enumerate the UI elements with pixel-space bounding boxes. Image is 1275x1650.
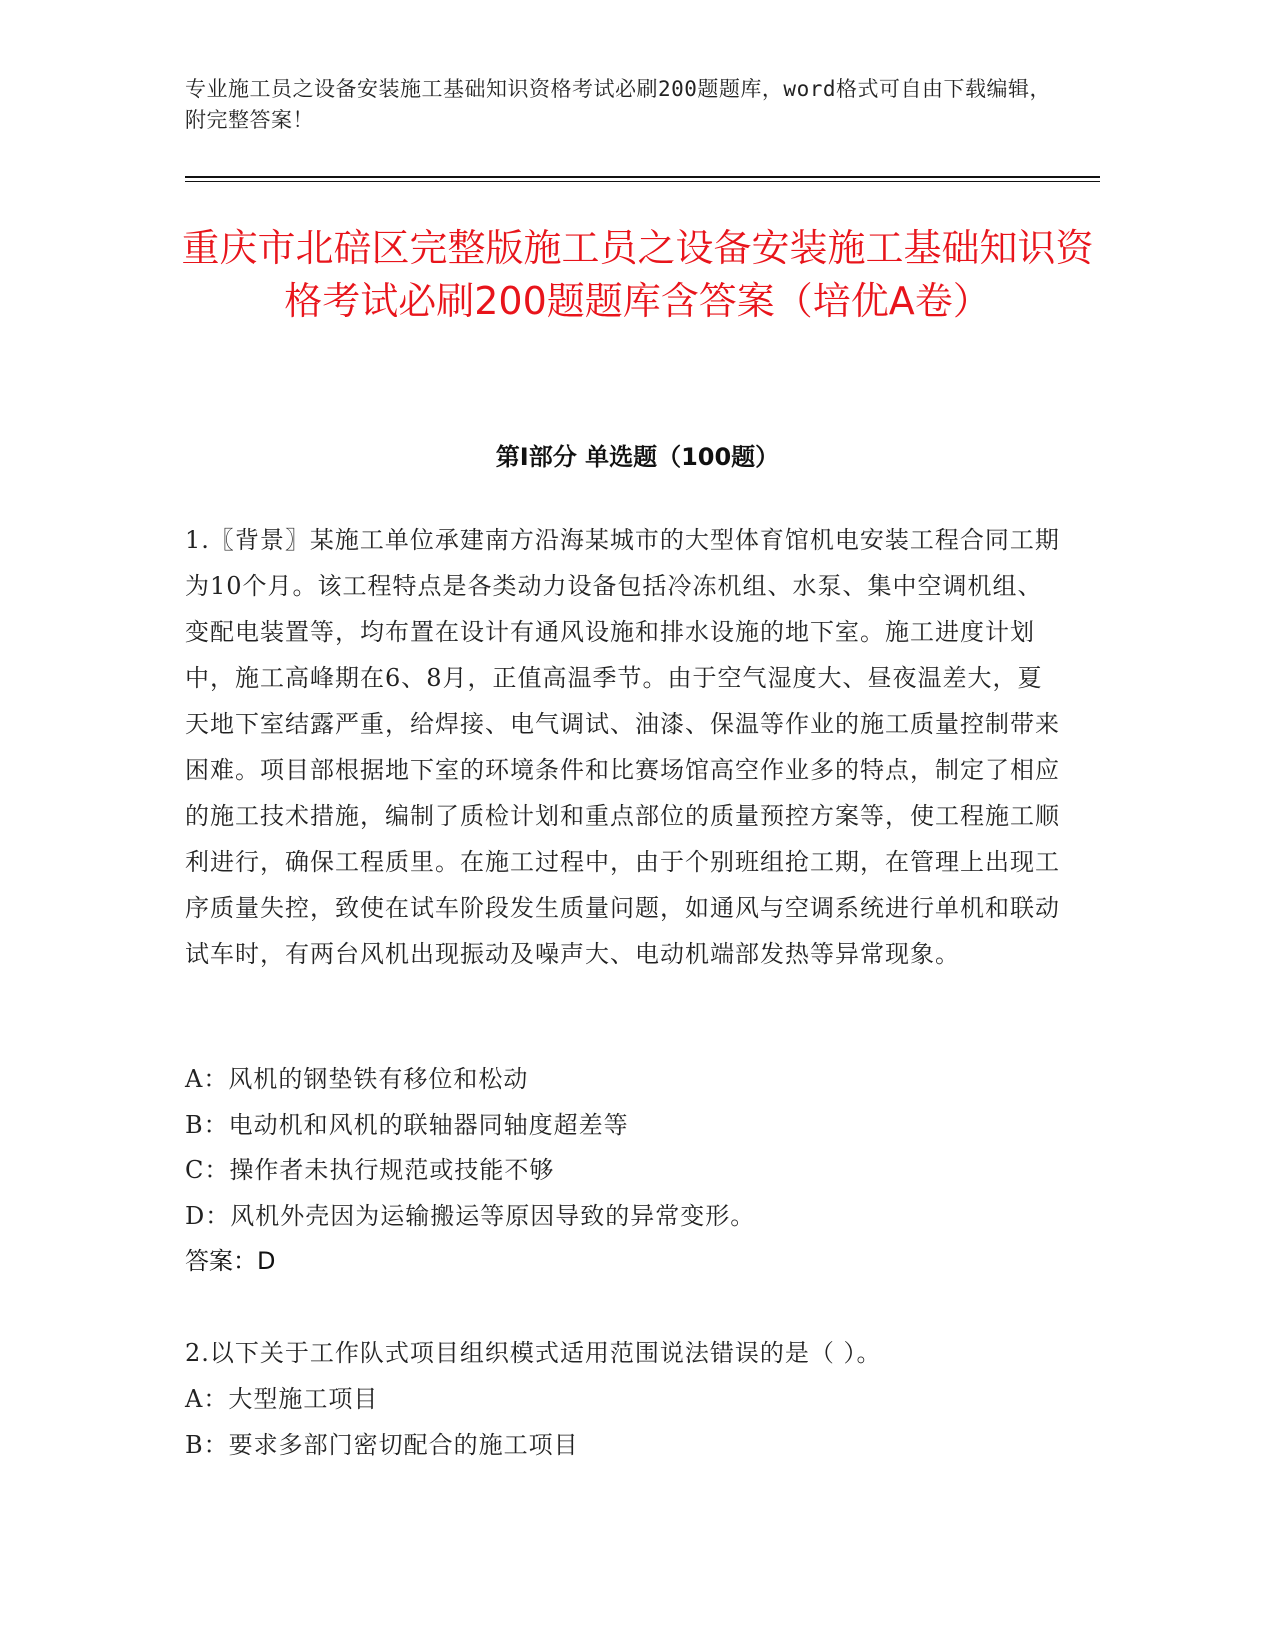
section-heading: 第I部分 单选题（100题） [495, 443, 780, 471]
header-note: 专业施工员之设备安装施工基础知识资格考试必刷200题题库，word格式可自由下载编辑，附完整答案！ [185, 77, 1051, 132]
question-2-stem: 2.以下关于工作队式项目组织模式适用范围说法错误的是（ ）。 [185, 1339, 882, 1367]
question-1-option-d: D：风机外壳因为运输搬运等原因导致的异常变形。 [185, 1202, 756, 1230]
question-1-option-c: C：操作者未执行规范或技能不够 [185, 1156, 555, 1184]
question-1-option-a: A：风机的钢垫铁有移位和松动 [185, 1065, 529, 1093]
header-rule-thick [185, 176, 1100, 178]
question-2-option-a: A：大型施工项目 [185, 1385, 379, 1413]
header-rule-thin [185, 181, 1100, 182]
question-1-stem: 1.〖背景〗某施工单位承建南方沿海某城市的大型体育馆机电安装工程合同工期为10个月。该工程特点是各类动力设备包括冷冻机组、水泵、集中空调机组、变配电装置等，均布置在设计有通风设施和排水设施的地下室。施工进度计划中，施工高峰期在6、8月，正值高温季节。由于空气湿度大、昼夜温差大，夏天地下室结露严重，给焊接、电气调试、油漆、保温等作业的施工质量控制带来困难。项目部根据地下室的环境条件和比赛场馆高空作业多的特点，制定了相应的施工技术措施，编制了质检计划和重点部位的质量预控方案等，使工程施工顺利进行，确保工程质里。在施工过程中，由于个别班组抢工期，在管理上出现工序质量失控，致使在试车阶段发生质量问题，如通风与空调系统进行单机和联动试车时，有两台风机出现振动及噪声大、电动机端部发热等异常现象。 [185, 526, 1060, 968]
question-1-answer: 答案：D [185, 1247, 276, 1275]
document-title: 重庆市北碚区完整版施工员之设备安装施工基础知识资格考试必刷200题题库含答案（培优A卷） [181, 226, 1094, 323]
question-2-option-b: B：要求多部门密切配合的施工项目 [185, 1431, 579, 1459]
question-1-option-b: B：电动机和风机的联轴器同轴度超差等 [185, 1111, 629, 1139]
